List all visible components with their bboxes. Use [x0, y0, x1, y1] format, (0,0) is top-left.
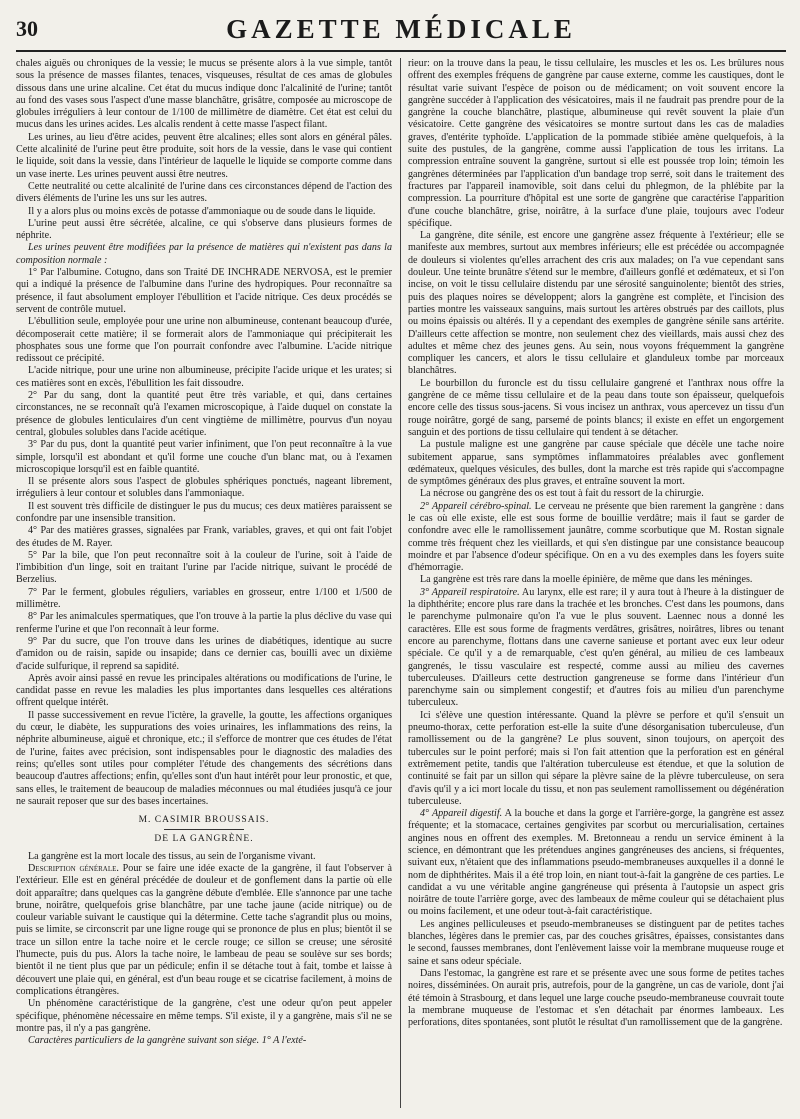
page-header: [16, 10, 786, 52]
paragraph: Le bourbillon du furoncle est du tissu cellulaire gangrené et l'anthrax nous offre la gangrène de ce même tissu cellulaire et de la peau dans toute son épaisseur, quelquefois encore celle des tissus sous-jacens. Si vous incisez un anthrax, vous apercevez un tissu d'un rouge noirâtre, gorgé de sang, parsemé de points blancs; il existe en effet un engorgement sanguin et des portions de tissu cellulaire qui tendent à se détacher.: [408, 377, 784, 438]
paragraph: Dans l'estomac, la gangrène est rare et se présente avec une sous forme de petites taches noires, disséminées. On aurait pris, autrefois, pour de la gangrène, un cas de variole, dont j'ai été témoin à Strasbourg, et dans lequel une large couche pseudo-membraneuse couvrait toute la membrane muqueuse de l'estomac et s'en détachait par énormes lambeaux. Les perforations, dites spontanées, sont plutôt le résultat d'un ramollissement que de la gangrène.: [408, 967, 784, 1029]
author-signature: M. CASIMIR BROUSSAIS.: [138, 815, 270, 826]
paragraph-italic-heading: Les urines peuvent être modifiées par la présence de matières qui n'existent pas dans la composition normale :: [16, 242, 392, 266]
paragraph: 2° Par du sang, dont la quantité peut être très variable, et qui, dans certaines circonstances, ne se reconnaît qu'à l'examen microscopique, à l'aide duquel on constate la présence de globules lenticulaires d'un cent vingtième de millimètre, pourvus d'un noyau central, globules solubles dans l'acide acétique.: [16, 390, 392, 438]
run-in-heading: 2° Appareil cérébro-spinal.: [420, 500, 532, 512]
run-in-heading: Description générale.: [28, 863, 119, 874]
run-in-heading: 3° Appareil respiratoire.: [420, 586, 520, 598]
paragraph: Il est souvent très difficile de distinguer le pus du mucus; ces deux matières paraissent se confondre par une insensible transition.: [16, 500, 392, 524]
divider: [164, 829, 244, 830]
paragraph: Ici s'élève une question intéressante. Quand la plèvre se perfore et qu'il s'ensuit un pneumo-thorax, cette perforation est-elle la suite d'une désorganisation tuberculeuse, d'un ramollissement ou de la gangrène? Le plus souvent, sinon toujours, on aperçoit des tubercules sur le point perforé; mais si l'on fait attention que la perforation est en général extrêmement petite, tandis que l'altération tuberculeuse est étendue, et que la solution de continuité se fait par un sillon qui sépare la plèvre saine de la plèvre tuberculeuse, on sera d'avis qu'il y a ici mort locale du tissu, et non pas seulement ramollissement ou dégénération tuberculeuse.: [408, 709, 784, 807]
paragraph: La pustule maligne est une gangrène par cause spéciale que décèle une tache noire subitement apparue, sans symptômes inflammatoires préalables avec gonflement œdémateux, quelques vésicules, des bulles, dont la marche est très rapide qui s'accompagne de symptômes généraux des plus graves, et entraîne souvent la mort.: [408, 439, 784, 488]
column-rule: [400, 58, 401, 1108]
paragraph: L'ébullition seule, employée pour une urine non albumineuse, contenant beaucoup d'urée, décomposerait cette matière; il se formerait alors de l'ammoniaque qui précipiterait les phosphates sous une forme que l'on pourrait confondre avec l'albumine. L'acide nitrique redissout ce précipité.: [16, 316, 392, 365]
paragraph: Il se présente alors sous l'aspect de globules sphériques ponctués, nageant librement, irréguliers à leur contour et solubles dans l'ammoniaque.: [16, 476, 392, 500]
paragraph: Description générale. Pour se faire une idée exacte de la gangrène, il faut l'observer à l'extérieur. Elle est en général précédée de douleur et de gonflement dans la partie où elle doit apparaître; dans quelques cas la gangrène débute d'emblée. Elle s'annonce par une tache brune, noirâtre, quelquefois grise blanchâtre, par une tache jaune (acide nitrique) ou de couleur variable suivant le caustique qui la détermine. Cette tache s'agrandit plus ou moins, puis se limite, se circonscrit par une ligne rouge qui se prononce de plus en plus; bientôt il se trace un sillon entre la tache noire et le cercle rouge; ce sillon se creuse; une sérosité l'humecte, puis du pus. Alors la tache noire, le lambeau de peau se soulève sur ses bords; bientôt il ne tient plus que par un pédicule; enfin il se détache tout à fait, tombe et laisse à découvert une plaie qui, en général, est d'un beau rouge et se cicatrise facilement, à moins de complications étrangères.: [16, 863, 392, 997]
paragraph: chales aiguës ou chroniques de la vessie; le mucus se présente alors à la vue simple, tantôt sous la présence de masses filantes, tenaces, visqueuses, résultat de ces amas de globules dissous dans une urine alcaline. Cet état du mucus indique donc l'alcalinité de l'urine; tantôt au fond des vases sous l'aspect d'une masse blanchâtre, grisâtre, composée au microscope de globules irréguliers à leur contour de 1/100 de millimètre de diamètre. Cet état est celui du mucus dans les urines acides. Les alcalis rendent à cette masse l'aspect filant.: [16, 58, 392, 131]
section-title: DE LA GANGRÈNE.: [154, 834, 254, 845]
paragraph: Les urines, au lieu d'être acides, peuvent être alcalines; elles sont alors en général pâles. Cette alcalinité de l'urine peut être produite, soit hors de la vessie, dans le vase qui contient le liquide, soit dans la vessie, dans l'intérieur de laquelle le liquide se comporte comme dans un vase inerte. Les urines peuvent aussi être neutres.: [16, 131, 392, 180]
paragraph: 4° Appareil digestif. A la bouche et dans la gorge et l'arrière-gorge, la gangrène est assez fréquente; et la stomacace, certaines gengivites par scorbut ou mercurialisation, certaines angines nous en offrent des exemples. M. Bretonneau a rendu un service éminent à la science, en démontrant que les prétendues angines gangréneuses des anciens, si fréquentes, suivant eux, n'étaient que des inflammations pseudo-membraneuses auxquelles il a donné le nom de diphthérites. Mais il a été trop loin, en niant tout-à-fait la gangrène de ces parties. Le candidat a vu une véritable angine gangréneuse qui présenta à l'autopsie un aspect gris noirâtre de toute l'arrière gorge, avec des lambeaux de même couleur qui se détachaient plus ou moins facilement, et une odeur tout-à-fait caractéristique.: [408, 808, 784, 918]
page-number: 30: [16, 16, 38, 41]
paragraph: L'urine peut aussi être sécrétée, alcaline, ce qui s'observe dans plusieurs formes de néphrite.: [16, 217, 392, 242]
paragraph-italic-heading: Caractères particuliers de la gangrène suivant son siége. 1° A l'exté-: [28, 1035, 307, 1047]
paragraph: 4° Par des matières grasses, signalées par Frank, variables, graves, et qui ont fait l'objet des études de M. Rayer.: [16, 525, 392, 549]
paragraph: 9° Par du sucre, que l'on trouve dans les urines de diabétiques, identique au sucre d'amidon ou de raisin, sapide ou insapide; dans ce dernier cas, bouilli avec un dixième d'acide sulfurique, il reprend sa sapidité.: [16, 635, 392, 672]
paragraph: Après avoir ainsi passé en revue les principales altérations ou modifications de l'urine, le candidat passe en revue les maladies les plus importantes dans lesquelles ces altérations offrent quelque intérêt.: [16, 672, 392, 709]
run-in-heading: 4° Appareil digestif.: [420, 808, 503, 820]
paragraph: 3° Appareil respiratoire. Au larynx, elle est rare; il y aura tout à l'heure à la distinguer de la diphthérite; encore plus rare dans la trachée et les bronches. C'est dans les poumons, dans le parenchyme pulmonaire qu'on l'a vue le plus souvent. Laennec nous a donné les caractères. Elle est sous forme de fragments verdâtres, grisâtres, noirâtres, libres ou tenant encore au parenchyme, flottans dans une caverne sanieuse et portant avec eux leur odeur spéciale. Ce qu'il y a de remarquable, c'est qu'en général, au milieu de ces lambeaux gangrenés, le tissu vasculaire est respecté, comme aussi au milieu des cavernes tuberculeuses. D'ailleurs cette destruction gangreneuse se forme dans l'intérieur d'un parenchyme sain ou simplement congestif; et d'autres fois au milieu d'un parenchyme tuberculeux.: [408, 586, 784, 709]
paragraph: La nécrose ou gangrène des os est tout à fait du ressort de la chirurgie.: [420, 488, 704, 500]
paragraph: Il y a alors plus ou moins excès de potasse d'ammoniaque ou de soude dans le liquide.: [28, 205, 376, 217]
paragraph: Il passe successivement en revue l'ictère, la gravelle, la goutte, les affections organiques du cœur, le diabète, les suppurations des voies urinaires, les inflammations des reins, la néphrite albumineuse, aiguë et chronique, etc.; il s'efforce de montrer que ces études de l'état de l'urine, faites avec précision, sont indispensables pour le diagnostic des maladies des reins; qu'elles sont utiles pour compléter l'étude des changements des sécrétions dans beaucoup d'autres affections; enfin, qu'elles sont d'un haut intérêt pour leur pronostic, et que, sans elles, le traitement de beaucoup de maladies méconnues ou mal étudiées jusqu'à ce jour ne saurait reposer que sur des bases incertaines.: [16, 709, 392, 807]
paragraph: La gangrène est la mort locale des tissus, au sein de l'organisme vivant.: [28, 850, 316, 862]
journal-title: GAZETTE MÉDICALE: [226, 14, 576, 44]
paragraph: 2° Appareil cérébro-spinal. Le cerveau ne présente que bien rarement la gangrène : dans le cas où elle existe, elle est sous forme de bouillie verdâtre; mais il faut se garder de confondre avec elle le ramollissement jaunâtre, comme scorbutique que M. Rostan signale comme très fréquent chez les vieillards, et qui s'en distingue par une consistance beaucoup moindre et par l'absence d'odeur spécifique. On en a vu des exemples dans les foyers suite d'hémorragie.: [408, 500, 784, 574]
paragraph: La gangrène, dite sénile, est encore une gangrène assez fréquente à l'extérieur; elle se manifeste aux membres, surtout aux membres inférieurs; elle est précédée ou accompagnée de douleurs si violentes qu'elles arrachent des cris aux malades; on l'a vue cependant sans douleur. Une teinte brunâtre s'étend sur le membre, d'ailleurs gonflé et œdémateux, et si l'on incise, on voit le tissu cellulaire distendu par une sérosité sanguinolente; bientôt des stries, puis des plaques noires se développent; alors la gangrène est complète, et l'incision des parties montre les vaisseaux sanguins, mais surtout les artères obstrués par des caillots, plus ou moins épaissis ou altérés. Il y a cependant des exemples de gangrène sénile sans artérite. D'ailleurs cette affection se montre, non seulement chez des vieillards, mais aussi chez des adultes et même chez des jeunes gens. Au sein, nous voyons fréquemment la gangrène compliquer les cancers, et alors le tissu cellulaire et glanduleux tombe par morceaux blanchâtres.: [408, 230, 784, 377]
paragraph: 5° Par la bile, que l'on peut reconnaître soit à la couleur de l'urine, soit à l'aide de l'imbibition d'un linge, soit en traitant l'urine par l'acide nitrique, suivant le procédé de Berzelius.: [16, 549, 392, 586]
paragraph: L'acide nitrique, pour une urine non albumineuse, précipite l'acide urique et les urates; si ces matières sont en excès, l'ébullition les fait dissoudre.: [16, 365, 392, 389]
paragraph: rieur: on la trouve dans la peau, le tissu cellulaire, les muscles et les os. Les brûlures nous offrent des exemples fréquens de gangrène par cause externe, comme les caustiques, dont le résultat varie suivant l'espèce de poison ou de médicament; on voit souvent encore la gangrène succéder à l'application des vésicatoires, mais il ne faudrait pas prendre pour de la gangrène la couche blanchâtre, plastique, albumineuse qui revêt souvent la plaie d'un vésicatoire. Cette gangrène des vésicatoires se montre surtout dans les cas de maladies graves, d'entérite typhoïde. L'application de la pommade stibiée amène quelquefois, à la suite des pustules, de la gangrène, comme aussi l'application de tous les irritans. La compression entraîne souvent la gangrène, surtout si elle est poussée trop loin; témoin les gangrènes déterminées par l'application d'un bandage trop serré, soit dans le traitement des fractures par l'appareil inamovible, soit dans celui du phlegmon, de la phlébite par la compression. La pourriture d'hôpital est une sorte de gangrène que caractérise l'apparition d'une couche blanchâtre, grise, noirâtre, à la surface d'une plaie, toujours avec l'odeur spécifique.: [408, 58, 784, 229]
paragraph: La gangrène est très rare dans la moelle épinière, de même que dans les méninges.: [420, 574, 753, 586]
paragraph: 8° Par les animalcules spermatiques, que l'on trouve à la partie la plus déclive du vase qui renferme l'urine et que l'on reconnaît à leur forme.: [16, 611, 392, 635]
left-column: [16, 58, 392, 1108]
article-columns: [16, 58, 786, 1110]
paragraph: Les angines pelliculeuses et pseudo-membraneuses se distinguent par de petites taches blanches, légères dans le premier cas, par des couches grisâtres, épaisses, consistantes dans le second, fausses membranes, dont l'enlèvement laisse voir la membrane muqueuse rouge et saine et sans odeur spéciale.: [408, 918, 784, 967]
paragraph: Un phénomène caractéristique de la gangrène, c'est une odeur qu'on peut appeler spécifique, phénomène nécessaire en même temps. S'il existe, il y a gangrène, mais s'il ne se montre pas, il n'y a pas gangrène.: [16, 998, 392, 1034]
right-column: [408, 58, 784, 1108]
paragraph: 3° Par du pus, dont la quantité peut varier infiniment, que l'on peut reconnaître à la vue simple, lorsqu'il est abondant et qu'il forme une couche d'un blanc mat, ou à l'examen microscopique lorsqu'il est en faible quantité.: [16, 439, 392, 475]
paragraph: 7° Par le ferment, globules réguliers, variables en grosseur, entre 1/100 et 1/500 de millimètre.: [16, 586, 392, 611]
newspaper-page: [16, 10, 786, 1110]
paragraph: Cette neutralité ou cette alcalinité de l'urine dans ces circonstances dépend de l'action des divers éléments de l'urine les uns sur les autres.: [16, 180, 392, 205]
paragraph: 1° Par l'albumine. Cotugno, dans son Traité DE INCHRADE NERVOSA, est le premier qui a indiqué la présence de l'albumine dans l'urine des hydropiques. Pour reconnaître sa présence, il faut absolument employer l'ébullition et l'acide nitrique. Ces deux procédés se servent de contrôle mutuel.: [16, 267, 392, 315]
